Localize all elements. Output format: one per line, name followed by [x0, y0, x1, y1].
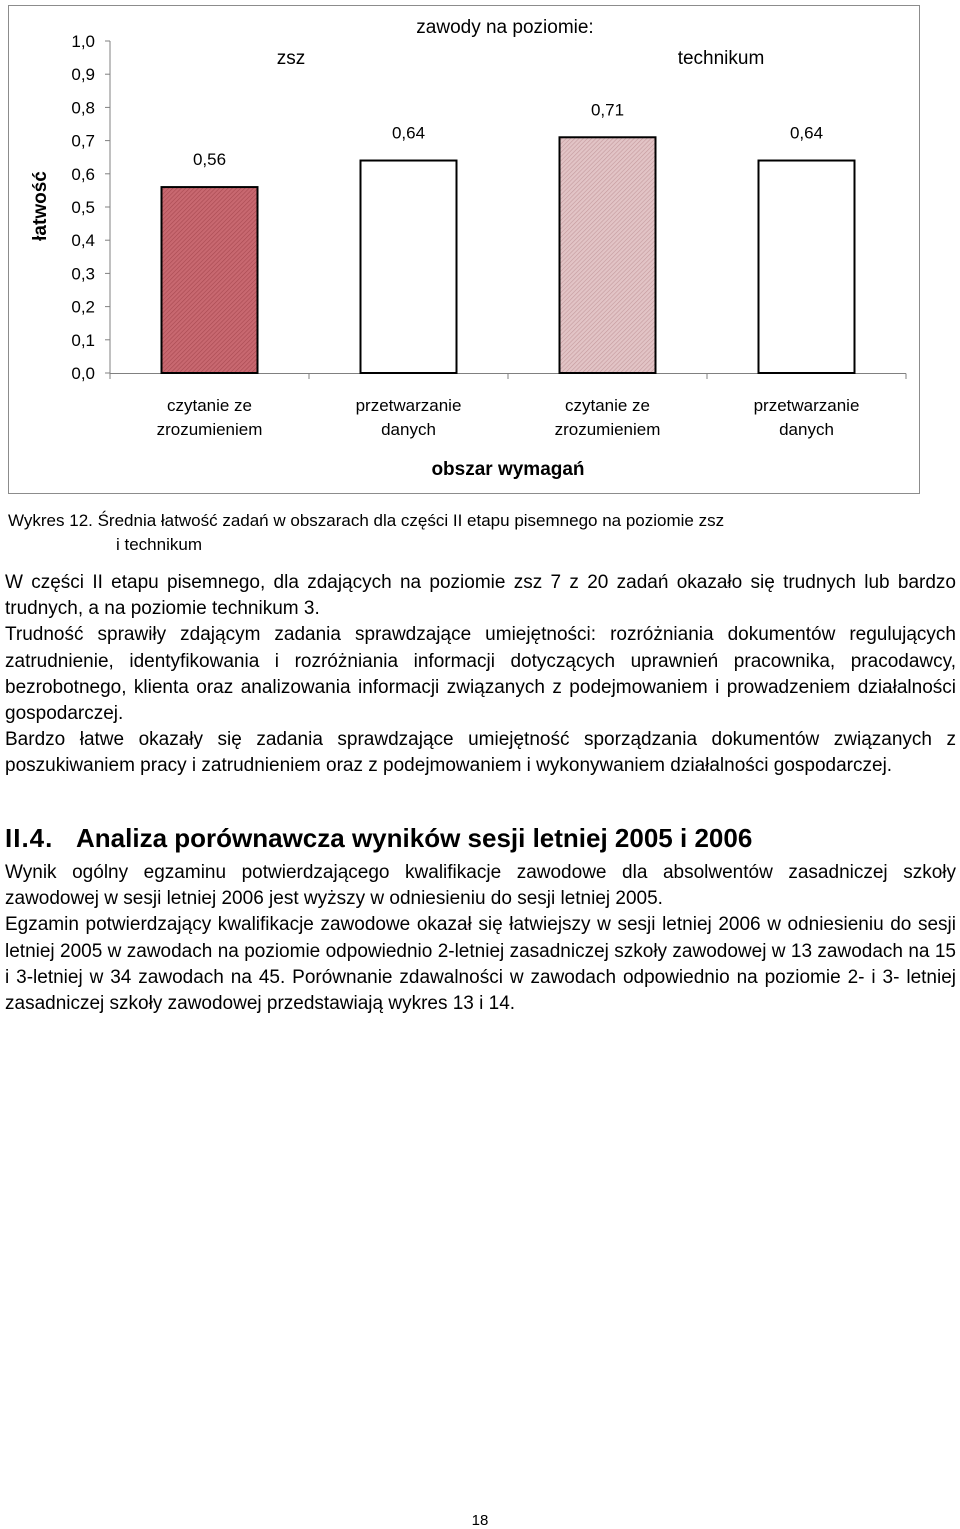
caption-line-2: i technikum [116, 535, 202, 554]
y-tick-label: 0,8 [71, 98, 95, 118]
paragraph: Bardzo łatwe okazały się zadania sprawdzające umiejętność sporządzania dokumentów związanych z poszukiwaniem pracy i zatrudnieniem oraz z podejmowaniem i wykonywaniem działalności gospodarczej. [5, 729, 956, 777]
bar-value-label: 0,71 [590, 100, 625, 120]
bar [759, 161, 855, 373]
bar-value-label: 0,64 [391, 123, 426, 143]
text-block-2 [5, 860, 956, 1017]
y-tick-label: 0,9 [71, 65, 95, 85]
y-tick-label: 0,1 [71, 330, 95, 350]
bar-value-label: 0,56 [192, 150, 227, 170]
x-axis-title: obszar wymagań [431, 459, 585, 480]
bar [560, 137, 656, 373]
y-tick-label: 0,6 [71, 164, 95, 184]
chart-title: zawody na poziomie: [416, 17, 594, 38]
y-tick-label: 0,5 [71, 198, 95, 217]
y-tick-label: 0,4 [71, 231, 95, 251]
y-tick-label: 0,2 [71, 297, 95, 317]
bar [162, 187, 258, 373]
category-label: przetwarzanie danych [355, 396, 462, 439]
y-axis-title: łatwość [30, 171, 51, 241]
group-label-technikum: technikum [677, 48, 765, 69]
category-label: czytanie ze zrozumieniem [554, 396, 661, 439]
bar-chart [0, 0, 960, 500]
y-tick-label: 1,0 [71, 32, 95, 51]
paragraph: W części II etapu pisemnego, dla zdających na poziomie zsz 7 z 20 zadań okazało się trudnych lub bardzo trudnych, a na poziomie technikum 3. [5, 572, 956, 620]
y-tick-label: 0,0 [71, 364, 95, 383]
paragraph: Egzamin potwierdzający kwalifikacje zawodowe okazał się łatwiejszy w sesji letniej 2006 w odniesieniu do sesji letniej 2005 w zawodach na poziomie odpowiednio 2-letniej zasadniczej szkoły zawodowej w 13 zawodach na 15 i 3-letniej w 34 zawodach na 45. Porównanie zdawalności w zawodach odpowiednio na poziomie 2- i 3- letniej zasadniczej szkoły zawodowej przedstawiają wykres 13 i 14. [5, 914, 956, 1015]
section-heading [5, 822, 956, 854]
group-label-zsz: zsz [276, 48, 306, 69]
y-tick-label: 0,7 [71, 131, 95, 151]
y-tick-label: 0,3 [71, 264, 95, 284]
paragraph: Trudność sprawiły zdającym zadania sprawdzające umiejętności: rozróżniania dokumentów regulujących zatrudnienie, identyfikowania i rozróżniania informacji dotyczących uprawnień pracownika, pracodawcy, bezrobotnego, klienta oraz analizowania informacji związanych z podejmowaniem i prowadzeniem działalności gospodarczej. [5, 624, 956, 725]
section-number: II.4. [5, 823, 54, 853]
category-label: przetwarzanie danych [753, 396, 860, 439]
paragraph: Wynik ogólny egzaminu potwierdzającego kwalifikacje zawodowe dla absolwentów zasadniczej szkoły zawodowej w sesji letniej 2006 jest wyższy w odniesieniu do sesji letniej 2005. [5, 862, 956, 910]
text-block-1 [5, 570, 956, 780]
category-label: czytanie ze zrozumieniem [156, 396, 263, 439]
section-title: Analiza porównawcza wyników sesji letniej 2005 i 2006 [76, 823, 753, 853]
bar [361, 161, 457, 373]
bar-value-label: 0,64 [789, 123, 824, 143]
page-number: 18 [471, 1512, 489, 1529]
figure-caption [8, 509, 948, 557]
caption-line-1: Wykres 12. Średnia łatwość zadań w obszarach dla części II etapu pisemnego na poziomie zsz [8, 511, 725, 530]
